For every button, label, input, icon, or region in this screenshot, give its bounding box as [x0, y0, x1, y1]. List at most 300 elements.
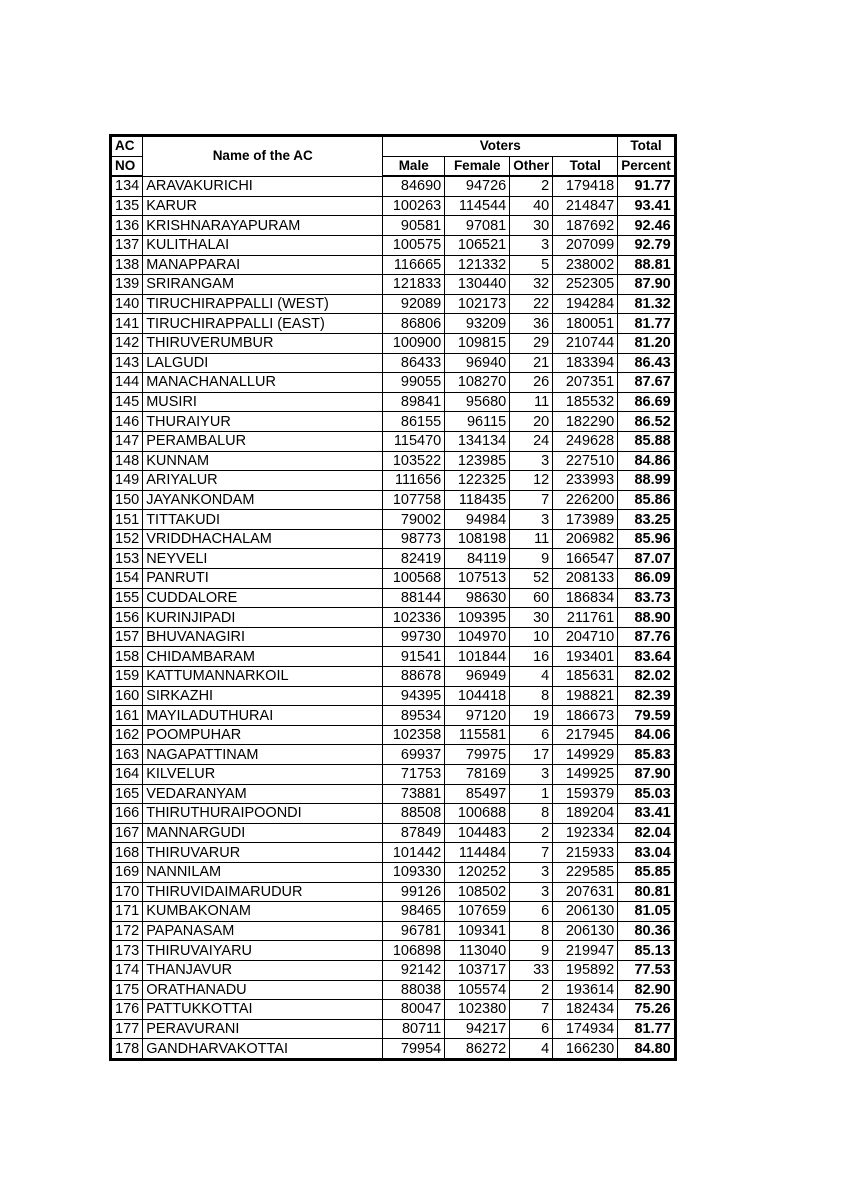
ac-no-cell: 177: [112, 1019, 143, 1039]
ac-no-cell: 145: [112, 392, 143, 412]
male-voters-cell: 100263: [383, 196, 445, 216]
total-percent-cell: 75.26: [618, 1000, 675, 1020]
male-voters-cell: 100900: [383, 333, 445, 353]
female-voters-cell: 103717: [445, 960, 510, 980]
total-percent-cell: 80.81: [618, 882, 675, 902]
female-voters-cell: 107659: [445, 902, 510, 922]
table-row: [112, 902, 675, 922]
table-row: [112, 745, 675, 765]
table-row: [112, 960, 675, 980]
female-voters-cell: 84119: [445, 549, 510, 569]
ac-no-cell: 137: [112, 235, 143, 255]
ac-no-cell: 157: [112, 627, 143, 647]
female-voters-cell: 104483: [445, 823, 510, 843]
ac-name-cell: THIRUVAIYARU: [143, 941, 383, 961]
total-percent-cell: 85.85: [618, 862, 675, 882]
other-voters-cell: 10: [510, 627, 553, 647]
ac-no-cell: 143: [112, 353, 143, 373]
male-voters-cell: 121833: [383, 275, 445, 295]
female-voters-cell: 122325: [445, 471, 510, 491]
table-row: [112, 1019, 675, 1039]
other-voters-cell: 2: [510, 980, 553, 1000]
ac-name-cell: CHIDAMBARAM: [143, 647, 383, 667]
female-voters-cell: 86272: [445, 1039, 510, 1059]
table-row: [112, 784, 675, 804]
ac-name-cell: KURINJIPADI: [143, 608, 383, 628]
other-voters-cell: 7: [510, 843, 553, 863]
male-voters-cell: 87849: [383, 823, 445, 843]
male-voters-cell: 86806: [383, 314, 445, 334]
male-voters-cell: 103522: [383, 451, 445, 471]
table-row: [112, 216, 675, 236]
female-voters-cell: 118435: [445, 490, 510, 510]
ac-no-cell: 147: [112, 431, 143, 451]
other-voters-cell: 19: [510, 706, 553, 726]
table-row: [112, 667, 675, 687]
other-voters-cell: 6: [510, 902, 553, 922]
other-voters-cell: 3: [510, 235, 553, 255]
female-voters-cell: 120252: [445, 862, 510, 882]
other-voters-cell: 7: [510, 1000, 553, 1020]
male-voters-cell: 79954: [383, 1039, 445, 1059]
female-voters-cell: 113040: [445, 941, 510, 961]
other-voters-cell: 60: [510, 588, 553, 608]
total-percent-cell: 85.86: [618, 490, 675, 510]
other-voters-cell: 2: [510, 823, 553, 843]
total-percent-cell: 87.07: [618, 549, 675, 569]
male-voters-cell: 71753: [383, 765, 445, 785]
female-voters-cell: 95680: [445, 392, 510, 412]
total-voters-cell: 173989: [553, 510, 618, 530]
total-voters-cell: 192334: [553, 823, 618, 843]
table-row: [112, 843, 675, 863]
table-row: [112, 314, 675, 334]
ac-no-cell: 139: [112, 275, 143, 295]
total-voters-cell: 193401: [553, 647, 618, 667]
ac-no-cell: 158: [112, 647, 143, 667]
other-voters-cell: 20: [510, 412, 553, 432]
male-voters-cell: 100575: [383, 235, 445, 255]
ac-no-cell: 150: [112, 490, 143, 510]
female-voters-cell: 121332: [445, 255, 510, 275]
ac-name-cell: GANDHARVAKOTTAI: [143, 1039, 383, 1059]
female-voters-cell: 96940: [445, 353, 510, 373]
total-voters-cell: 227510: [553, 451, 618, 471]
table-row: [112, 941, 675, 961]
total-voters-cell: 204710: [553, 627, 618, 647]
female-voters-cell: 106521: [445, 235, 510, 255]
other-voters-cell: 3: [510, 451, 553, 471]
ac-no-cell: 142: [112, 333, 143, 353]
ac-no-cell: 144: [112, 373, 143, 393]
table-row: [112, 176, 675, 196]
other-voters-cell: 11: [510, 529, 553, 549]
table-row: [112, 686, 675, 706]
other-voters-cell: 40: [510, 196, 553, 216]
ac-name-cell: ORATHANADU: [143, 980, 383, 1000]
other-voters-cell: 30: [510, 608, 553, 628]
ac-no-cell: 136: [112, 216, 143, 236]
male-voters-cell: 84690: [383, 176, 445, 196]
female-voters-cell: 94984: [445, 510, 510, 530]
ac-no-cell: 175: [112, 980, 143, 1000]
ac-name-cell: ARAVAKURICHI: [143, 176, 383, 196]
female-voters-cell: 134134: [445, 431, 510, 451]
ac-no-cell: 162: [112, 725, 143, 745]
table-row: [112, 373, 675, 393]
total-voters-cell: 233993: [553, 471, 618, 491]
other-voters-cell: 17: [510, 745, 553, 765]
total-percent-cell: 87.76: [618, 627, 675, 647]
female-voters-cell: 97120: [445, 706, 510, 726]
female-voters-cell: 109341: [445, 921, 510, 941]
ac-no-cell: 178: [112, 1039, 143, 1059]
male-voters-cell: 100568: [383, 569, 445, 589]
table-row: [112, 980, 675, 1000]
other-voters-cell: 33: [510, 960, 553, 980]
table-row: [112, 921, 675, 941]
total-voters-cell: 206130: [553, 921, 618, 941]
total-percent-cell: 83.25: [618, 510, 675, 530]
total-voters-cell: 214847: [553, 196, 618, 216]
ac-name-cell: TIRUCHIRAPPALLI (WEST): [143, 294, 383, 314]
female-voters-cell: 93209: [445, 314, 510, 334]
other-voters-cell: 26: [510, 373, 553, 393]
ac-name-cell: PERAMBALUR: [143, 431, 383, 451]
ac-name-cell: MANNARGUDI: [143, 823, 383, 843]
total-voters-cell: 180051: [553, 314, 618, 334]
total-voters-cell: 207351: [553, 373, 618, 393]
ac-no-cell: 146: [112, 412, 143, 432]
other-voters-cell: 4: [510, 667, 553, 687]
female-voters-cell: 109815: [445, 333, 510, 353]
total-percent-cell: 84.80: [618, 1039, 675, 1059]
ac-name-cell: NEYVELI: [143, 549, 383, 569]
female-voters-cell: 98630: [445, 588, 510, 608]
total-percent-cell: 84.86: [618, 451, 675, 471]
male-voters-cell: 86433: [383, 353, 445, 373]
ac-name-cell: SIRKAZHI: [143, 686, 383, 706]
other-voters-cell: 12: [510, 471, 553, 491]
total-percent-cell: 81.77: [618, 1019, 675, 1039]
total-percent-cell: 82.04: [618, 823, 675, 843]
other-voters-cell: 11: [510, 392, 553, 412]
total-voters-cell: 183394: [553, 353, 618, 373]
total-voters-cell: 179418: [553, 176, 618, 196]
total-percent-cell: 86.52: [618, 412, 675, 432]
female-voters-cell: 109395: [445, 608, 510, 628]
total-percent-cell: 81.32: [618, 294, 675, 314]
ac-no-cell: 167: [112, 823, 143, 843]
male-voters-cell: 82419: [383, 549, 445, 569]
total-voters-cell: 208133: [553, 569, 618, 589]
table-row: [112, 823, 675, 843]
ac-name-cell: KUMBAKONAM: [143, 902, 383, 922]
female-voters-cell: 102173: [445, 294, 510, 314]
total-percent-cell: 82.90: [618, 980, 675, 1000]
table-row: [112, 333, 675, 353]
female-voters-cell: 123985: [445, 451, 510, 471]
total-voters-cell: 149929: [553, 745, 618, 765]
male-voters-cell: 79002: [383, 510, 445, 530]
other-voters-cell: 30: [510, 216, 553, 236]
total-percent-cell: 82.39: [618, 686, 675, 706]
total-percent-cell: 81.77: [618, 314, 675, 334]
total-percent-cell: 88.81: [618, 255, 675, 275]
table-row: [112, 804, 675, 824]
header-ac-line2: NO: [112, 156, 143, 176]
total-percent-cell: 92.46: [618, 216, 675, 236]
other-voters-cell: 24: [510, 431, 553, 451]
ac-no-cell: 155: [112, 588, 143, 608]
total-percent-cell: 83.04: [618, 843, 675, 863]
female-voters-cell: 79975: [445, 745, 510, 765]
table-row: [112, 275, 675, 295]
other-voters-cell: 21: [510, 353, 553, 373]
male-voters-cell: 116665: [383, 255, 445, 275]
total-voters-cell: 210744: [553, 333, 618, 353]
ac-name-cell: MANACHANALLUR: [143, 373, 383, 393]
table-row: [112, 608, 675, 628]
ac-no-cell: 160: [112, 686, 143, 706]
male-voters-cell: 91541: [383, 647, 445, 667]
other-voters-cell: 3: [510, 882, 553, 902]
header-name: Name of the AC: [143, 137, 383, 177]
total-voters-cell: 159379: [553, 784, 618, 804]
total-percent-cell: 83.64: [618, 647, 675, 667]
male-voters-cell: 98773: [383, 529, 445, 549]
ac-no-cell: 161: [112, 706, 143, 726]
total-voters-cell: 193614: [553, 980, 618, 1000]
male-voters-cell: 88678: [383, 667, 445, 687]
ac-name-cell: ARIYALUR: [143, 471, 383, 491]
table-row: [112, 196, 675, 216]
ac-no-cell: 173: [112, 941, 143, 961]
other-voters-cell: 3: [510, 765, 553, 785]
header-other: Other: [510, 156, 553, 176]
ac-no-cell: 140: [112, 294, 143, 314]
other-voters-cell: 16: [510, 647, 553, 667]
ac-name-cell: JAYANKONDAM: [143, 490, 383, 510]
ac-name-cell: THIRUTHURAIPOONDI: [143, 804, 383, 824]
total-percent-cell: 83.41: [618, 804, 675, 824]
total-percent-cell: 88.99: [618, 471, 675, 491]
ac-no-cell: 159: [112, 667, 143, 687]
total-voters-cell: 149925: [553, 765, 618, 785]
header-ac-line1: AC: [112, 137, 143, 157]
ac-no-cell: 171: [112, 902, 143, 922]
ac-no-cell: 174: [112, 960, 143, 980]
total-voters-cell: 226200: [553, 490, 618, 510]
male-voters-cell: 102358: [383, 725, 445, 745]
male-voters-cell: 109330: [383, 862, 445, 882]
table-row: [112, 490, 675, 510]
total-percent-cell: 86.09: [618, 569, 675, 589]
ac-no-cell: 151: [112, 510, 143, 530]
ac-name-cell: VEDARANYAM: [143, 784, 383, 804]
total-voters-cell: 252305: [553, 275, 618, 295]
other-voters-cell: 32: [510, 275, 553, 295]
ac-no-cell: 176: [112, 1000, 143, 1020]
male-voters-cell: 89534: [383, 706, 445, 726]
total-percent-cell: 92.79: [618, 235, 675, 255]
header-female: Female: [445, 156, 510, 176]
table-row: [112, 569, 675, 589]
female-voters-cell: 108502: [445, 882, 510, 902]
table-row: [112, 235, 675, 255]
total-percent-cell: 85.03: [618, 784, 675, 804]
male-voters-cell: 89841: [383, 392, 445, 412]
total-voters-cell: 185631: [553, 667, 618, 687]
table-row: [112, 882, 675, 902]
male-voters-cell: 92089: [383, 294, 445, 314]
male-voters-cell: 115470: [383, 431, 445, 451]
ac-no-cell: 166: [112, 804, 143, 824]
total-percent-cell: 84.06: [618, 725, 675, 745]
total-voters-cell: 166547: [553, 549, 618, 569]
table-row: [112, 529, 675, 549]
female-voters-cell: 101844: [445, 647, 510, 667]
ac-no-cell: 169: [112, 862, 143, 882]
ac-name-cell: TITTAKUDI: [143, 510, 383, 530]
male-voters-cell: 102336: [383, 608, 445, 628]
total-voters-cell: 174934: [553, 1019, 618, 1039]
ac-no-cell: 141: [112, 314, 143, 334]
female-voters-cell: 96949: [445, 667, 510, 687]
ac-name-cell: KARUR: [143, 196, 383, 216]
header-male: Male: [383, 156, 445, 176]
female-voters-cell: 115581: [445, 725, 510, 745]
total-voters-cell: 186673: [553, 706, 618, 726]
total-percent-cell: 81.05: [618, 902, 675, 922]
ac-name-cell: THURAIYUR: [143, 412, 383, 432]
table-body: [112, 176, 675, 1058]
total-percent-cell: 79.59: [618, 706, 675, 726]
total-percent-cell: 87.67: [618, 373, 675, 393]
female-voters-cell: 114484: [445, 843, 510, 863]
ac-name-cell: NAGAPATTINAM: [143, 745, 383, 765]
male-voters-cell: 99126: [383, 882, 445, 902]
total-voters-cell: 198821: [553, 686, 618, 706]
ac-no-cell: 138: [112, 255, 143, 275]
ac-name-cell: SRIRANGAM: [143, 275, 383, 295]
total-voters-cell: 238002: [553, 255, 618, 275]
ac-no-cell: 152: [112, 529, 143, 549]
table-row: [112, 1000, 675, 1020]
ac-no-cell: 164: [112, 765, 143, 785]
ac-name-cell: VRIDDHACHALAM: [143, 529, 383, 549]
total-voters-cell: 206982: [553, 529, 618, 549]
ac-name-cell: BHUVANAGIRI: [143, 627, 383, 647]
total-voters-cell: 195892: [553, 960, 618, 980]
other-voters-cell: 29: [510, 333, 553, 353]
total-voters-cell: 207099: [553, 235, 618, 255]
ac-no-cell: 168: [112, 843, 143, 863]
total-percent-cell: 85.13: [618, 941, 675, 961]
male-voters-cell: 106898: [383, 941, 445, 961]
total-voters-cell: 182290: [553, 412, 618, 432]
table-row: [112, 765, 675, 785]
ac-name-cell: KILVELUR: [143, 765, 383, 785]
male-voters-cell: 99730: [383, 627, 445, 647]
total-percent-cell: 80.36: [618, 921, 675, 941]
table-row: [112, 451, 675, 471]
ac-no-cell: 170: [112, 882, 143, 902]
other-voters-cell: 36: [510, 314, 553, 334]
total-percent-cell: 85.83: [618, 745, 675, 765]
ac-name-cell: KATTUMANNARKOIL: [143, 667, 383, 687]
total-voters-cell: 229585: [553, 862, 618, 882]
male-voters-cell: 101442: [383, 843, 445, 863]
female-voters-cell: 97081: [445, 216, 510, 236]
total-percent-cell: 87.90: [618, 765, 675, 785]
table-row: [112, 353, 675, 373]
total-percent-cell: 86.69: [618, 392, 675, 412]
ac-name-cell: THANJAVUR: [143, 960, 383, 980]
total-percent-cell: 88.90: [618, 608, 675, 628]
ac-name-cell: KRISHNARAYAPURAM: [143, 216, 383, 236]
total-percent-cell: 77.53: [618, 960, 675, 980]
total-voters-cell: 211761: [553, 608, 618, 628]
ac-name-cell: MANAPPARAI: [143, 255, 383, 275]
table-row: [112, 725, 675, 745]
ac-no-cell: 148: [112, 451, 143, 471]
other-voters-cell: 7: [510, 490, 553, 510]
other-voters-cell: 2: [510, 176, 553, 196]
other-voters-cell: 9: [510, 549, 553, 569]
total-percent-cell: 93.41: [618, 196, 675, 216]
total-percent-cell: 86.43: [618, 353, 675, 373]
table-row: [112, 294, 675, 314]
male-voters-cell: 111656: [383, 471, 445, 491]
total-percent-cell: 85.96: [618, 529, 675, 549]
female-voters-cell: 94217: [445, 1019, 510, 1039]
ac-name-cell: TIRUCHIRAPPALLI (EAST): [143, 314, 383, 334]
total-voters-cell: 194284: [553, 294, 618, 314]
total-percent-cell: 82.02: [618, 667, 675, 687]
male-voters-cell: 88144: [383, 588, 445, 608]
table-row: [112, 1039, 675, 1059]
ac-name-cell: PATTUKKOTTAI: [143, 1000, 383, 1020]
table-row: [112, 431, 675, 451]
table-row: [112, 627, 675, 647]
ac-name-cell: THIRUVARUR: [143, 843, 383, 863]
ac-name-cell: PAPANASAM: [143, 921, 383, 941]
total-voters-cell: 186834: [553, 588, 618, 608]
male-voters-cell: 86155: [383, 412, 445, 432]
other-voters-cell: 8: [510, 804, 553, 824]
total-voters-cell: 182434: [553, 1000, 618, 1020]
ac-name-cell: POOMPUHAR: [143, 725, 383, 745]
table-row: [112, 647, 675, 667]
ac-name-cell: PERAVURANI: [143, 1019, 383, 1039]
ac-no-cell: 149: [112, 471, 143, 491]
other-voters-cell: 5: [510, 255, 553, 275]
male-voters-cell: 107758: [383, 490, 445, 510]
total-percent-cell: 83.73: [618, 588, 675, 608]
ac-name-cell: NANNILAM: [143, 862, 383, 882]
male-voters-cell: 94395: [383, 686, 445, 706]
female-voters-cell: 100688: [445, 804, 510, 824]
ac-name-cell: MUSIRI: [143, 392, 383, 412]
total-voters-cell: 207631: [553, 882, 618, 902]
female-voters-cell: 78169: [445, 765, 510, 785]
table-row: [112, 549, 675, 569]
male-voters-cell: 92142: [383, 960, 445, 980]
male-voters-cell: 73881: [383, 784, 445, 804]
table-row: [112, 392, 675, 412]
header-percent: Percent: [618, 156, 675, 176]
